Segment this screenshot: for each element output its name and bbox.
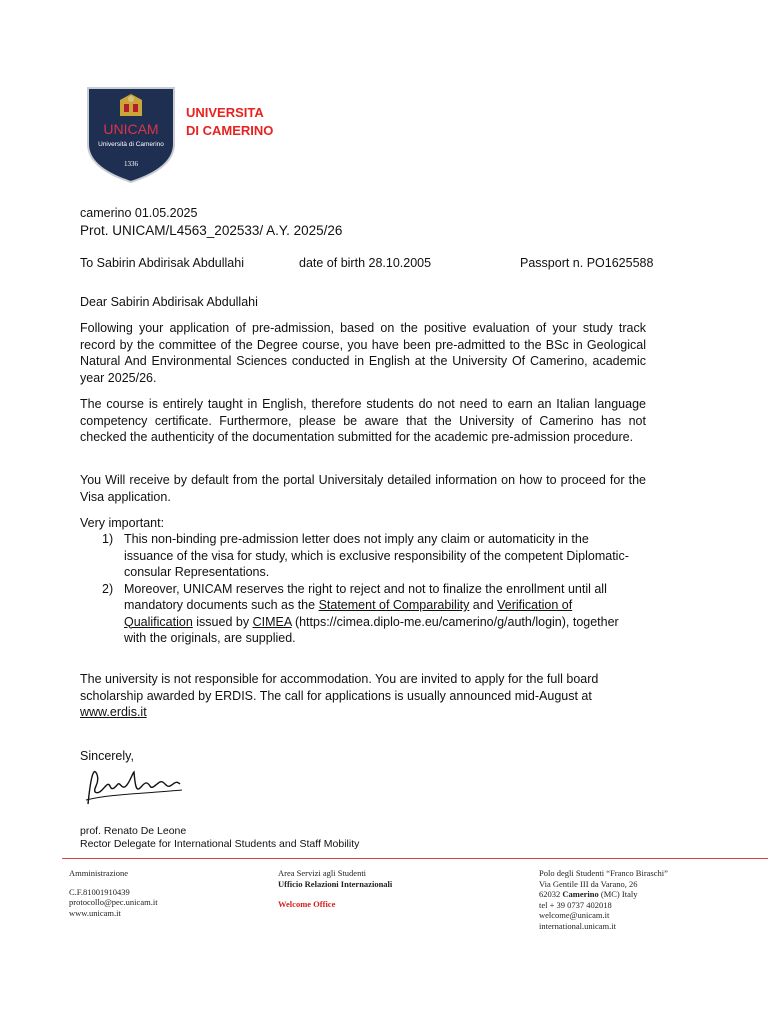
university-name-line2: DI CAMERINO <box>186 123 274 138</box>
statement-of-comparability-link[interactable]: Statement of Comparability <box>318 598 470 612</box>
unicam-logo <box>86 86 176 184</box>
paragraph-visa: You Will receive by default from the portal Universitaly detailed information on how to proceed for the Visa application. <box>80 473 646 504</box>
cimea-link[interactable]: CIMEA <box>252 614 292 629</box>
footer-admin-title: Amministrazione <box>69 868 129 878</box>
verification-of-qualification-link[interactable]: Verification of Qualification <box>124 598 573 629</box>
protocol-number: Prot. UNICAM/L4563_202533/ A.Y. 2025/26 <box>80 223 343 238</box>
footer-student-hub <box>539 868 668 931</box>
footer-phone: tel + 39 0737 402018 <box>539 899 612 910</box>
accommodation-text: The university is not responsible for accommodation. You are invited to apply for the full board scholarship awarded by ERDIS. The call for applications is usually announced mid-August at <box>80 672 599 703</box>
footer-hub-title: Polo degli Studenti “Franco Biraschi” <box>539 868 668 878</box>
signer-role: Rector Delegate for International Students and Staff Mobility <box>80 838 360 850</box>
list-number: 1) <box>102 532 114 546</box>
footer-region: (MC) Italy <box>598 889 638 899</box>
footer-administration <box>69 868 158 918</box>
paragraph-language: The course is entirely taught in English, therefore students do not need to earn an Italian language competency certificate. Furthermore, please be aware that the University of Camerino has not checked the authenticity of the documentation submitted for the academic pre-admission procedure. <box>80 397 646 444</box>
university-name-line1: UNIVERSITA <box>186 105 264 120</box>
footer-international-site: international.unicam.it <box>539 920 616 931</box>
logo-year: 1336 <box>124 160 138 168</box>
list-item-text: Moreover, UNICAM reserves the right to reject and not to finalize the enrollment until all mandatory documents such as the <box>124 581 607 612</box>
footer-email: welcome@unicam.it <box>539 910 610 920</box>
footer-divider <box>62 858 768 859</box>
footer-student-services <box>278 868 392 910</box>
footer-tax-code: C.F.81001910439 <box>69 886 130 897</box>
university-name <box>186 104 273 140</box>
list-item <box>80 581 640 647</box>
logo-wordmark: UNICAM <box>103 121 159 137</box>
important-heading: Very important: <box>80 516 165 530</box>
list-item-text: (https://cimea.diplo-me.eu/camerino/g/auth/login), together with the originals, are supplied. <box>124 614 619 645</box>
list-item-text: and <box>469 598 498 612</box>
signature <box>80 764 190 812</box>
signer-name: prof. Renato De Leone <box>80 825 187 837</box>
list-item-text: issued by <box>192 614 253 629</box>
footer-city-name: Camerino <box>562 889 599 899</box>
footer-welcome-office: Welcome Office <box>278 899 336 909</box>
passport-number: Passport n. PO1625588 <box>520 256 654 270</box>
footer-office: Ufficio Relazioni Internazionali <box>278 878 393 889</box>
footer-pec-email: protocollo@pec.unicam.it <box>69 897 158 907</box>
footer-address: Via Gentile III da Varano, 26 <box>539 878 638 889</box>
important-list <box>80 531 640 647</box>
paragraph-preadmission: Following your application of pre-admission, based on the positive evaluation of your study track record by the committee of the Degree course, you have been pre-admitted to the BSc in Geological Natural And Environmental Sciences conducted in English at the University Of Camerino, academic year 2025/26. <box>80 321 646 385</box>
closing: Sincerely, <box>80 749 134 763</box>
footer-area-title: Area Servizi agli Studenti <box>278 868 367 878</box>
list-item-text: This non-binding pre-admission letter does not imply any claim or automaticity in the issuance of the visa for study, which is exclusive responsibility of the competent Diplomatic-consular Representations. <box>124 532 629 579</box>
recipient: To Sabirin Abdirisak Abdullahi <box>80 256 244 270</box>
list-item <box>80 531 640 581</box>
place-date: camerino 01.05.2025 <box>80 206 198 220</box>
footer-postcode: 62032 <box>539 889 563 899</box>
footer-city <box>539 889 668 900</box>
signer-block <box>80 825 359 851</box>
erdis-link[interactable]: www.erdis.it <box>80 705 147 719</box>
logo-subtitle: Università di Camerino <box>98 141 164 148</box>
salutation: Dear Sabirin Abdirisak Abdullahi <box>80 295 258 309</box>
date-of-birth: date of birth 28.10.2005 <box>299 256 432 270</box>
footer-website: www.unicam.it <box>69 907 121 918</box>
paragraph-accommodation <box>80 671 640 721</box>
list-number: 2) <box>102 581 114 596</box>
